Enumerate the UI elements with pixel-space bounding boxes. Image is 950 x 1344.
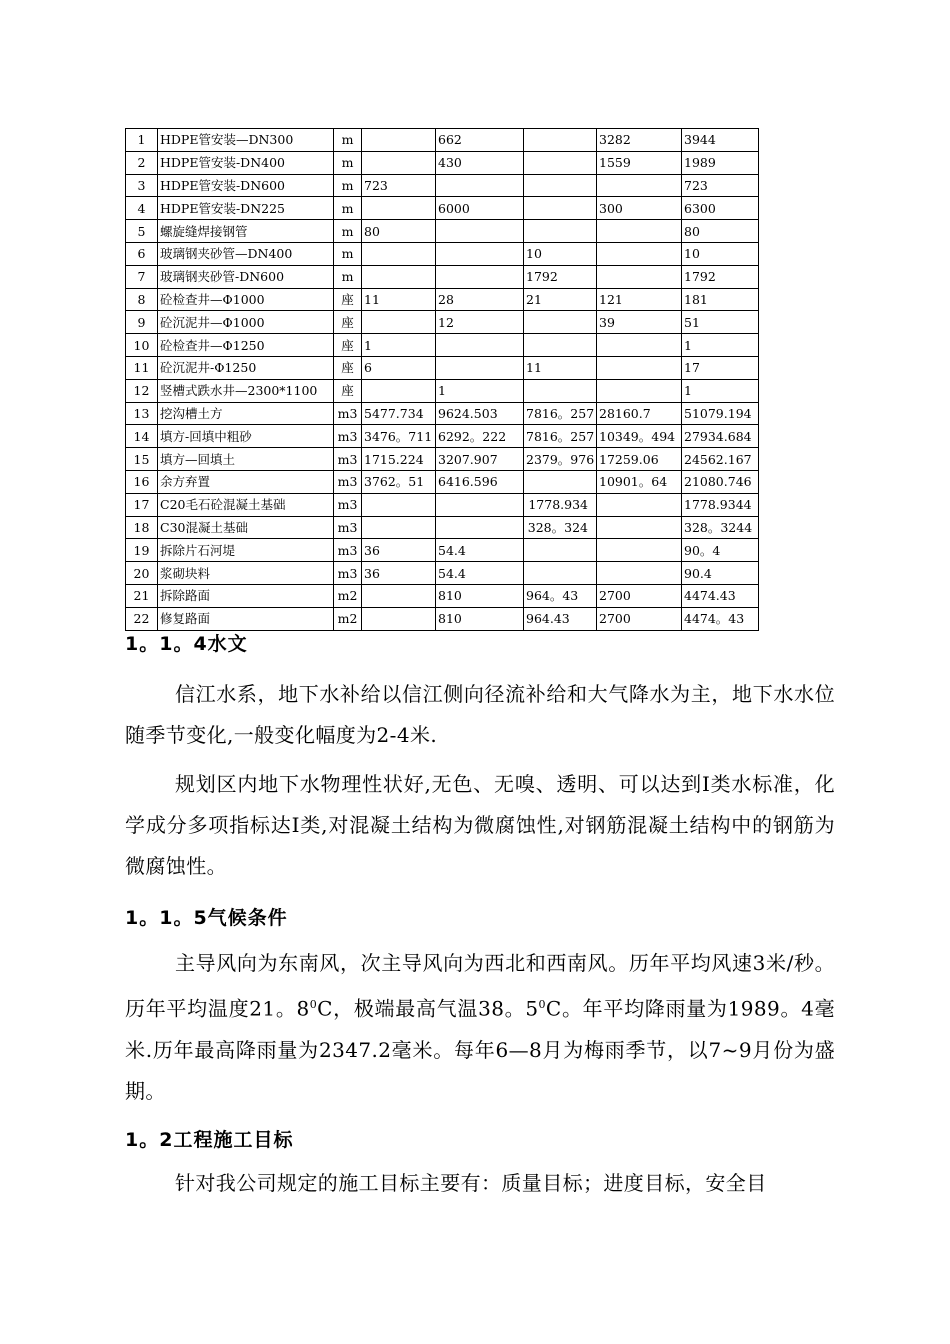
cell-qty-1 [362,379,436,402]
cell-qty-1: 1715.224 [362,448,436,471]
table-row [126,607,759,630]
cell-qty-1 [362,242,436,265]
table-row [126,129,759,152]
table-row [126,425,759,448]
table-row [126,493,759,516]
table-row [126,197,759,220]
section-heading-climate: 1。1。5气候条件 [125,907,288,929]
cell-total: 51079.194 [682,402,759,425]
cell-no: 22 [126,607,158,630]
cell-item-name: HDPE管安装-DN225 [158,197,334,220]
cell-total: 3944 [682,129,759,152]
cell-qty-2: 662 [436,129,524,152]
cell-no: 12 [126,379,158,402]
table-row [126,584,759,607]
cell-unit: m3 [334,516,362,539]
cell-total: 1 [682,379,759,402]
cell-no: 4 [126,197,158,220]
cell-qty-2 [436,174,524,197]
cell-qty-4 [597,242,682,265]
cell-qty-4: 121 [597,288,682,311]
cell-qty-1: 11 [362,288,436,311]
cell-total: 723 [682,174,759,197]
cell-item-name: C30混凝土基础 [158,516,334,539]
cell-qty-3 [524,334,597,357]
cell-qty-4 [597,493,682,516]
cell-unit: m3 [334,448,362,471]
cell-item-name: 拆除路面 [158,584,334,607]
cell-qty-4 [597,334,682,357]
table-row [126,402,759,425]
cell-qty-1 [362,493,436,516]
cell-qty-3: 21 [524,288,597,311]
cell-qty-4: 28160.7 [597,402,682,425]
cell-total: 10 [682,242,759,265]
cell-unit: m [334,197,362,220]
cell-total: 17 [682,356,759,379]
cell-qty-1: 1 [362,334,436,357]
cell-qty-2: 430 [436,151,524,174]
cell-qty-4: 3282 [597,129,682,152]
table-row [126,379,759,402]
cell-unit: m2 [334,584,362,607]
cell-total: 1792 [682,265,759,288]
cell-total: 90。4 [682,539,759,562]
table-row [126,311,759,334]
cell-item-name: 浆砌块料 [158,562,334,585]
cell-qty-3: 7816。257 [524,402,597,425]
cell-item-name: 挖沟槽土方 [158,402,334,425]
cell-item-name: 玻璃钢夹砂管-DN600 [158,265,334,288]
table-row [126,470,759,493]
cell-qty-4: 39 [597,311,682,334]
cell-unit: m3 [334,539,362,562]
cell-qty-3: 328。324 [524,516,597,539]
cell-qty-1: 80 [362,220,436,243]
cell-qty-4 [597,265,682,288]
cell-unit: m3 [334,425,362,448]
paragraph-climate-1 [125,943,835,1112]
cell-unit: 座 [334,379,362,402]
cell-qty-3: 1792 [524,265,597,288]
table-row [126,265,759,288]
cell-qty-1: 3762。51 [362,470,436,493]
cell-total: 80 [682,220,759,243]
cell-total: 27934.684 [682,425,759,448]
cell-qty-3: 964。43 [524,584,597,607]
cell-item-name: 修复路面 [158,607,334,630]
cell-qty-1 [362,151,436,174]
cell-qty-2: 12 [436,311,524,334]
cell-total: 328。3244 [682,516,759,539]
cell-no: 20 [126,562,158,585]
cell-qty-3 [524,151,597,174]
cell-qty-4: 2700 [597,607,682,630]
cell-total: 1 [682,334,759,357]
cell-no: 2 [126,151,158,174]
cell-qty-2: 6292。222 [436,425,524,448]
cell-no: 18 [126,516,158,539]
cell-qty-2 [436,242,524,265]
cell-qty-2: 54.4 [436,562,524,585]
cell-unit: m [334,265,362,288]
cell-no: 6 [126,242,158,265]
cell-qty-3 [524,311,597,334]
cell-total: 4474.43 [682,584,759,607]
cell-qty-2: 810 [436,584,524,607]
cell-unit: m3 [334,562,362,585]
cell-unit: m3 [334,402,362,425]
cell-qty-1 [362,129,436,152]
cell-qty-2: 54.4 [436,539,524,562]
cell-unit: 座 [334,334,362,357]
cell-qty-2: 6000 [436,197,524,220]
cell-no: 13 [126,402,158,425]
superscript-degree-1: 0 [309,998,318,1011]
cell-qty-3: 7816。257 [524,425,597,448]
cell-qty-1 [362,516,436,539]
cell-unit: m [334,242,362,265]
cell-no: 1 [126,129,158,152]
cell-qty-1 [362,584,436,607]
cell-qty-4 [597,379,682,402]
cell-qty-2 [436,334,524,357]
cell-qty-4 [597,516,682,539]
section-heading-goals: 1。2工程施工目标 [125,1129,294,1151]
cell-qty-3 [524,539,597,562]
cell-qty-2 [436,516,524,539]
cell-unit: m [334,129,362,152]
cell-qty-2 [436,356,524,379]
table-row [126,242,759,265]
cell-unit: 座 [334,311,362,334]
cell-qty-1 [362,265,436,288]
cell-qty-2: 3207.907 [436,448,524,471]
cell-total: 181 [682,288,759,311]
cell-item-name: 余方弃置 [158,470,334,493]
cell-total: 1989 [682,151,759,174]
cell-total: 1778.9344 [682,493,759,516]
section-heading-hydrology: 1。1。4水文 [125,633,248,655]
cell-qty-1 [362,311,436,334]
table-row [126,516,759,539]
cell-no: 10 [126,334,158,357]
cell-qty-3 [524,470,597,493]
table-row [126,174,759,197]
cell-item-name: 填方-回填中粗砂 [158,425,334,448]
table-row [126,220,759,243]
cell-qty-3: 2379。976 [524,448,597,471]
cell-unit: m [334,174,362,197]
cell-qty-3 [524,220,597,243]
cell-qty-4: 2700 [597,584,682,607]
cell-qty-3: 10 [524,242,597,265]
cell-total: 90.4 [682,562,759,585]
cell-qty-3: 11 [524,356,597,379]
cell-item-name: C20毛石砼混凝土基础 [158,493,334,516]
cell-qty-2 [436,220,524,243]
cell-qty-4: 17259.06 [597,448,682,471]
cell-no: 7 [126,265,158,288]
cell-item-name: 砼检查井—Φ1000 [158,288,334,311]
cell-qty-2: 810 [436,607,524,630]
cell-qty-4 [597,356,682,379]
cell-qty-2: 9624.503 [436,402,524,425]
cell-qty-1: 723 [362,174,436,197]
cell-item-name: 螺旋缝焊接钢管 [158,220,334,243]
cell-qty-4 [597,174,682,197]
cell-qty-2: 28 [436,288,524,311]
cell-item-name: 砼沉泥井-Φ1250 [158,356,334,379]
cell-item-name: HDPE管安装—DN300 [158,129,334,152]
cell-item-name: 玻璃钢夹砂管—DN400 [158,242,334,265]
superscript-degree-2: 0 [538,998,546,1011]
cell-qty-4: 10901。64 [597,470,682,493]
paragraph-goals-1: 针对我公司规定的施工目标主要有：质量目标；进度目标，安全目 [175,1171,767,1195]
cell-qty-2: 1 [436,379,524,402]
cell-qty-4: 10349。494 [597,425,682,448]
cell-total: 21080.746 [682,470,759,493]
cell-no: 19 [126,539,158,562]
cell-no: 15 [126,448,158,471]
cell-qty-1: 3476。711 [362,425,436,448]
cell-total: 6300 [682,197,759,220]
cell-no: 9 [126,311,158,334]
cell-qty-3: 964.43 [524,607,597,630]
cell-qty-4 [597,562,682,585]
cell-qty-3 [524,197,597,220]
paragraph-hydrology-2: 规划区内地下水物理性状好,无色、无嗅、透明、可以达到Ⅰ类水标准，化学成分多项指标达Ⅰ类,对混凝土结构为微腐蚀性,对钢筋混凝土结构中的钢筋为微腐蚀性。 [125,772,835,878]
table-row [126,288,759,311]
cell-unit: m3 [334,493,362,516]
quantity-table [125,128,759,631]
cell-qty-3 [524,562,597,585]
cell-no: 8 [126,288,158,311]
cell-qty-1: 5477.734 [362,402,436,425]
cell-unit: m2 [334,607,362,630]
cell-qty-2: 6416.596 [436,470,524,493]
cell-item-name: 拆除片石河堤 [158,539,334,562]
table-row [126,151,759,174]
cell-item-name: HDPE管安装-DN600 [158,174,334,197]
cell-item-name: 竖槽式跌水井—2300*1100 [158,379,334,402]
climate-text-c: C。年平均降雨量为1989。4毫米.历年最高降雨量为2347.2毫米。每年6—8月为梅雨季节，以7~9月份为盛期。 [125,996,836,1103]
cell-total: 4474。43 [682,607,759,630]
cell-unit: m [334,220,362,243]
cell-qty-1 [362,607,436,630]
table-row [126,562,759,585]
cell-total: 24562.167 [682,448,759,471]
cell-qty-1: 6 [362,356,436,379]
cell-qty-3: 1778.934 [524,493,597,516]
cell-qty-1 [362,197,436,220]
cell-item-name: HDPE管安装-DN400 [158,151,334,174]
cell-no: 5 [126,220,158,243]
cell-qty-1: 36 [362,562,436,585]
cell-qty-3 [524,129,597,152]
climate-text-a: 主导风向为东南风，次主导风向为西北和西南风。历年平均风速3米/秒。历年平均温度21。8 [125,951,835,1021]
cell-qty-3 [524,379,597,402]
cell-total: 51 [682,311,759,334]
cell-item-name: 填方—回填土 [158,448,334,471]
cell-qty-4 [597,220,682,243]
cell-no: 14 [126,425,158,448]
cell-no: 11 [126,356,158,379]
cell-unit: m3 [334,470,362,493]
cell-unit: 座 [334,356,362,379]
cell-item-name: 砼沉泥井—Φ1000 [158,311,334,334]
table-body [126,129,759,631]
cell-qty-3 [524,174,597,197]
cell-no: 3 [126,174,158,197]
cell-unit: 座 [334,288,362,311]
table-row [126,356,759,379]
cell-qty-2 [436,493,524,516]
cell-qty-4 [597,539,682,562]
cell-qty-4: 1559 [597,151,682,174]
cell-no: 17 [126,493,158,516]
table-row [126,334,759,357]
cell-qty-2 [436,265,524,288]
paragraph-hydrology-1: 信江水系，地下水补给以信江侧向径流补给和大气降水为主，地下水水位随季节变化,一般变化幅度为2-4米. [125,682,835,747]
cell-no: 16 [126,470,158,493]
climate-text-b: C，极端最高气温38。5 [317,996,539,1021]
cell-unit: m [334,151,362,174]
table-row [126,539,759,562]
cell-qty-4: 300 [597,197,682,220]
cell-qty-1: 36 [362,539,436,562]
table-row [126,448,759,471]
cell-no: 21 [126,584,158,607]
cell-item-name: 砼检查井—Φ1250 [158,334,334,357]
